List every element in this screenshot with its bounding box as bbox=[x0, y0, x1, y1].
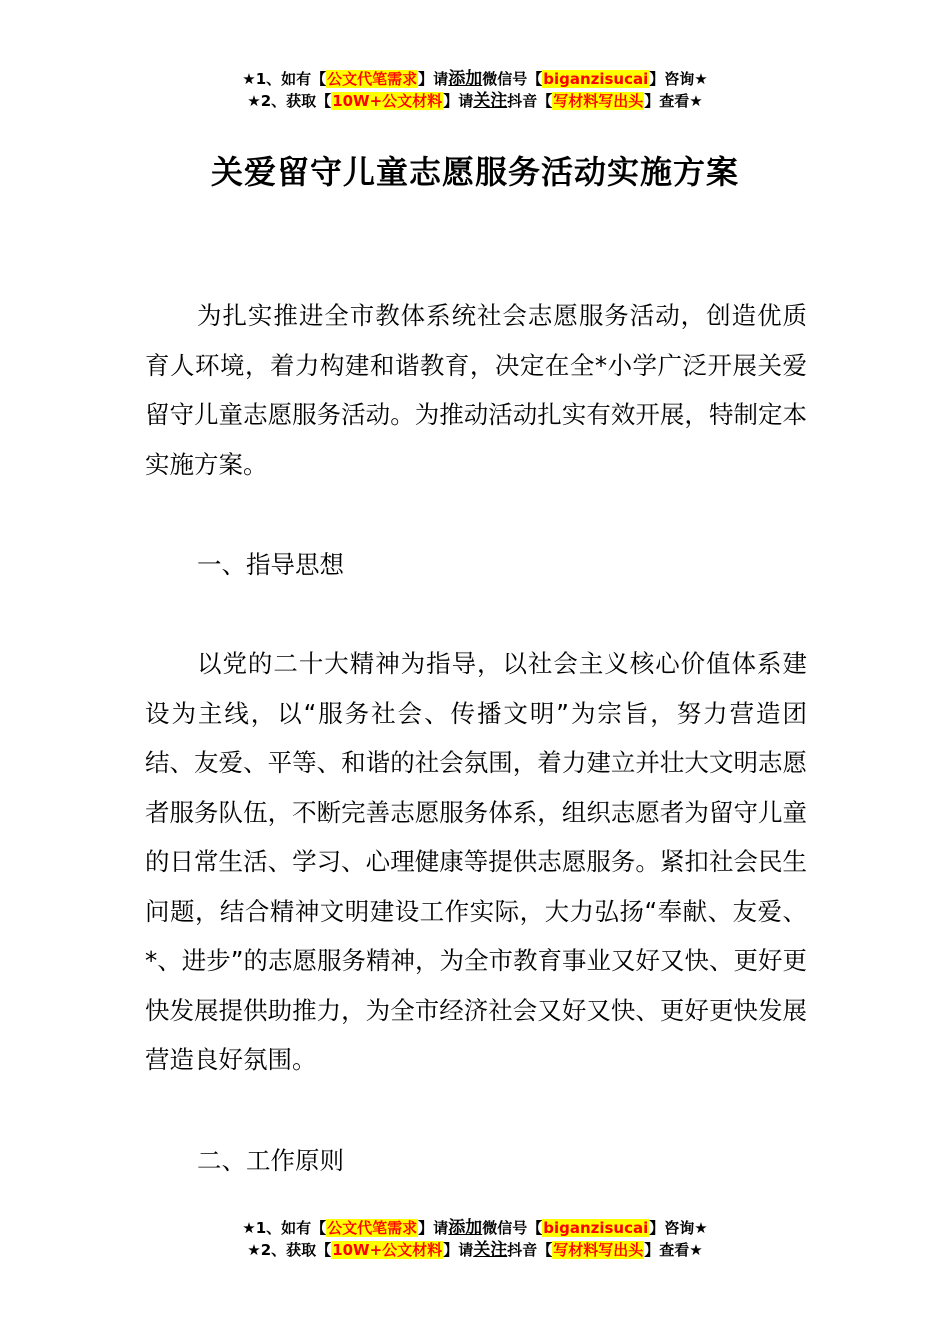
banner-highlight: biganzisucai bbox=[543, 1219, 649, 1237]
banner-highlight: 10W+公文材料 bbox=[332, 1241, 443, 1259]
banner-highlight: 公文代笔需求 bbox=[327, 70, 418, 88]
banner-highlight: 写材料写出头 bbox=[553, 92, 644, 110]
section-1-paragraph: 以党的二十大精神为指导，以社会主义核心价值体系建设为主线，以“服务社会、传播文明”为宗旨，努力营造团结、友爱、平等、和谐的社会氛围，着力建立并壮大文明志愿者服务队伍，不断完善志愿服务体系，组织志愿者为留守儿童的日常生活、学习、心理健康等提供志愿服务。紧扣社会民生问题，结合精神文明建设工作实际，大力弘扬“奉献、友爱、*、进步”的志愿服务精神，为全市教育事业又好又快、更好更快发展提供助推力，为全市经济社会又好又快、更好更快发展营造良好氛围。 bbox=[145, 649, 807, 1074]
section-heading-2: 二、工作原则 bbox=[197, 1146, 344, 1175]
banner-line-2: ★2、获取【10W+公文材料】请关注抖音【写材料写出头】查看★ bbox=[247, 91, 703, 111]
document-title: 关爱留守儿童志愿服务活动实施方案 bbox=[210, 153, 739, 191]
footer-banner bbox=[0, 1217, 950, 1261]
banner-highlight: 公文代笔需求 bbox=[327, 1219, 418, 1237]
intro-paragraph: 为扎实推进全市教体系统社会志愿服务活动，创造优质育人环境，着力构建和谐教育，决定在全*小学广泛开展关爱留守儿童志愿服务活动。为推动活动扎实有效开展，特制定本实施方案。 bbox=[145, 301, 807, 479]
banner-highlight: 写材料写出头 bbox=[553, 1241, 644, 1259]
banner-highlight: biganzisucai bbox=[543, 70, 649, 88]
banner-line-1: ★1、如有【公文代笔需求】请添加微信号【biganzisucai】咨询★ bbox=[242, 1218, 708, 1238]
section-heading-1: 一、指导思想 bbox=[197, 550, 344, 579]
banner-line-1: ★1、如有【公文代笔需求】请添加微信号【biganzisucai】咨询★ bbox=[242, 69, 708, 89]
header-banner bbox=[0, 68, 950, 112]
banner-line-2: ★2、获取【10W+公文材料】请关注抖音【写材料写出头】查看★ bbox=[247, 1240, 703, 1260]
banner-highlight: 10W+公文材料 bbox=[332, 92, 443, 110]
